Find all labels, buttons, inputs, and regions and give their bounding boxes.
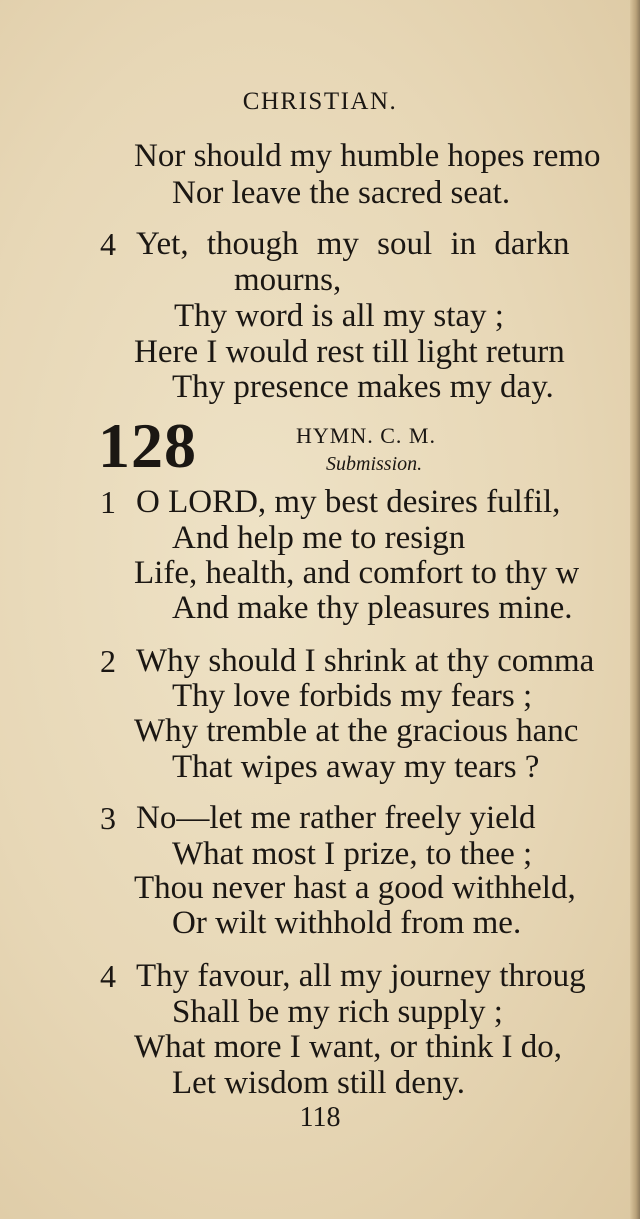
verse-line: Yet, though my soul in darkn [136,226,570,262]
page-edge [630,0,640,1219]
verse-line: And help me to resign [172,520,466,556]
verse-line: mourns, [234,262,342,298]
verse-line: What more I want, or think I do, [134,1029,562,1065]
hymn-subtitle: Submission. [326,453,423,475]
stanza-number: 4 [100,958,116,994]
verse-line: Nor should my humble hopes remo [134,138,601,174]
verse-line: Nor leave the sacred seat. [172,175,511,211]
verse-line: Thou never hast a good withheld, [134,870,576,906]
verse-line: Thy presence makes my day. [172,369,554,405]
verse-line: Why should I shrink at thy comma [136,643,595,679]
running-header: CHRISTIAN. [242,88,398,115]
verse-line: O LORD, my best desires fulfil, [136,484,561,520]
verse-line: Let wisdom still deny. [172,1065,466,1101]
verse-line: Shall be my rich supply ; [172,994,503,1030]
verse-line: Thy word is all my stay ; [174,298,504,334]
hymn-number: 128 [98,410,197,481]
stanza-number: 2 [100,643,116,679]
stanza-number: 1 [100,484,116,520]
verse-line: Thy love forbids my fears ; [172,678,533,714]
stanza-number: 3 [100,800,116,836]
stanza-number: 4 [100,226,116,262]
verse-line: Life, health, and comfort to thy w [134,555,580,591]
verse-line: Thy favour, all my journey throug [136,958,586,994]
hymn-title: HYMN. C. M. [296,423,436,448]
verse-line: That wipes away my tears ? [172,749,540,785]
verse-line: Here I would rest till light return [134,334,565,370]
verse-line: And make thy pleasures mine. [172,590,573,626]
verse-line: Why tremble at the gracious hanc [134,713,579,749]
page-number: 118 [299,1102,341,1133]
verse-line: Or wilt withhold from me. [172,905,522,941]
verse-line: What most I prize, to thee ; [172,836,533,872]
verse-line: No—let me rather freely yield [136,800,536,836]
